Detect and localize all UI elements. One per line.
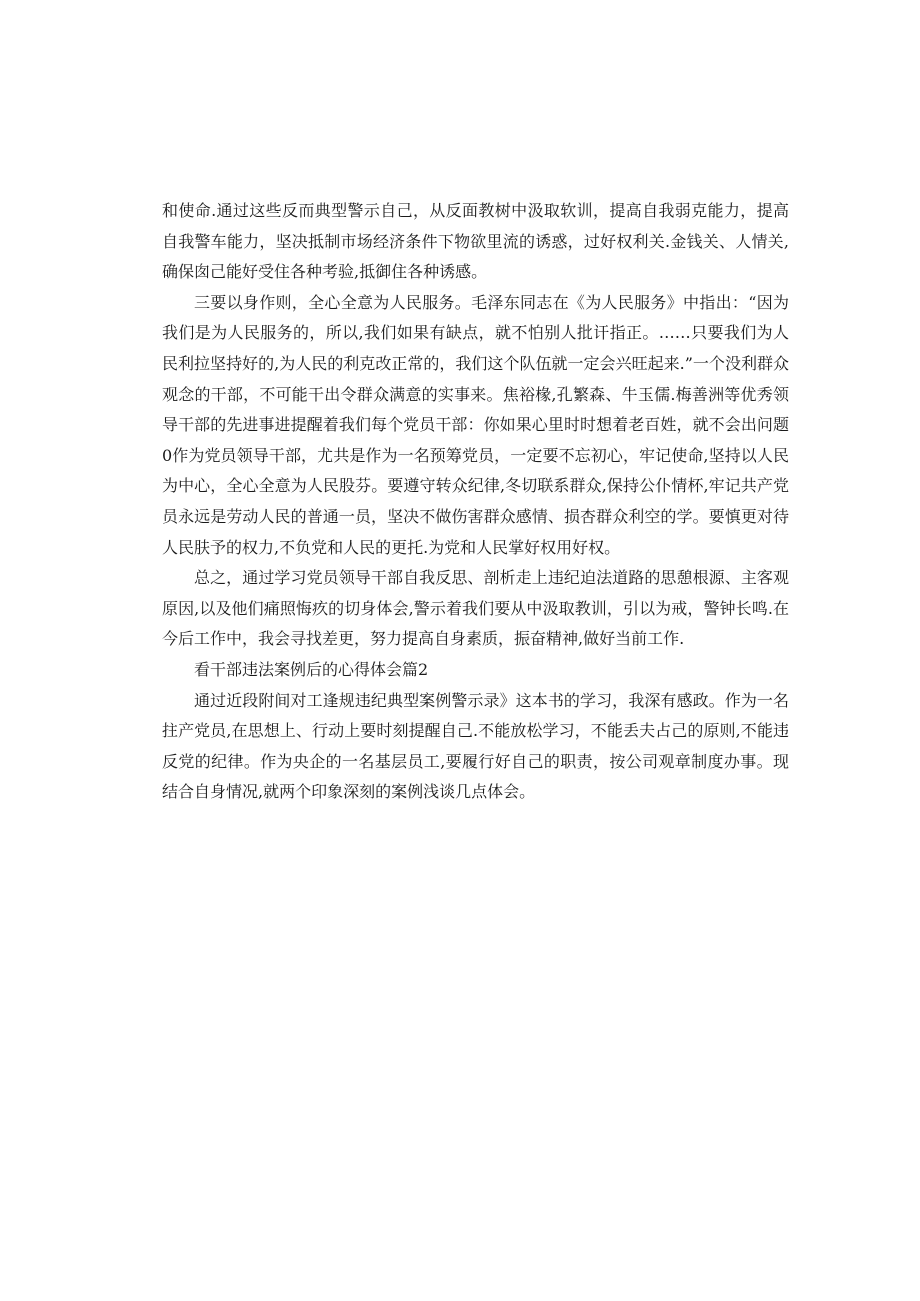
paragraph-conclusion: 总之，通过学习党员领导干部自我反思、剖析走上违纪迫法道路的思憩根源、主客观原因,以及他们痛照悔疚的切身体会,警示着我们要从中汲取教训，引以为戒，警钟长鸣.在今后工作中，我会寻找差更，努力提高自身素质，振奋精神,做好当前工作.	[162, 568, 789, 649]
paragraph-part2-intro: 通过近段附间对工逢规违纪典型案例警示录》这本书的学习，我深有感政。作为一名拄产党员,在思想上、行动上要时刻提醒自己.不能放松学习，不能丢夫占己的原则,不能违反党的纪律。作为央企的一名基层员工,要履行好自己的职责，按公司观章制度办事。现结合自身情况,就两个印象深刻的案例浅谈几点体会。	[162, 690, 789, 802]
document-body	[162, 196, 789, 808]
paragraph-continuation: 和使命.通过这些反而典型警示自己，从反面教树中汲取软训，提高自我弱克能力，提高自我警车能力，坚决抵制市场经济条件下物欲里流的诱惑，过好权利关.金钱关、人情关,确保囱己能好受住各种考验,抵御住各种诱感。	[162, 201, 789, 282]
paragraph-serve-people: 三要以身作则，全心全意为人民服务。毛泽东同志在《为人民服务》中指出：“因为我们是为人民服务的，所以,我们如果有缺点，就不怕别人批讦指正。……只要我们为人民利拉坚持好的,为人民的利克改正常的，我们这个队伍就一定会兴旺起来.”一个没利群众观念的干部，不可能干出令群众满意的实事来。焦裕椽,孔繁森、牛玉儒.梅善洲等优秀领导干部的先进事进提醒着我们每个党员干部：你如果心里时时想着老百姓，就不会出问题0作为党员领导干部，尤共是作为一名预筹党员，一定要不忘初心，牢记使命,坚持以人民为中心，全心全意为人民股芬。要遵守转众纪律,冬切联系群众,保持公仆情杯,牢记共产党员永远是劳动人民的普通一员，坚决不做伤害群众感情、损杏群众利空的学。要慎更对待人民肤予的权力,不负党和人民的更托.为党和人民掌好权用好权。	[162, 292, 789, 557]
section-heading: 看干部违法案例后的心得体会篇2	[194, 659, 429, 679]
